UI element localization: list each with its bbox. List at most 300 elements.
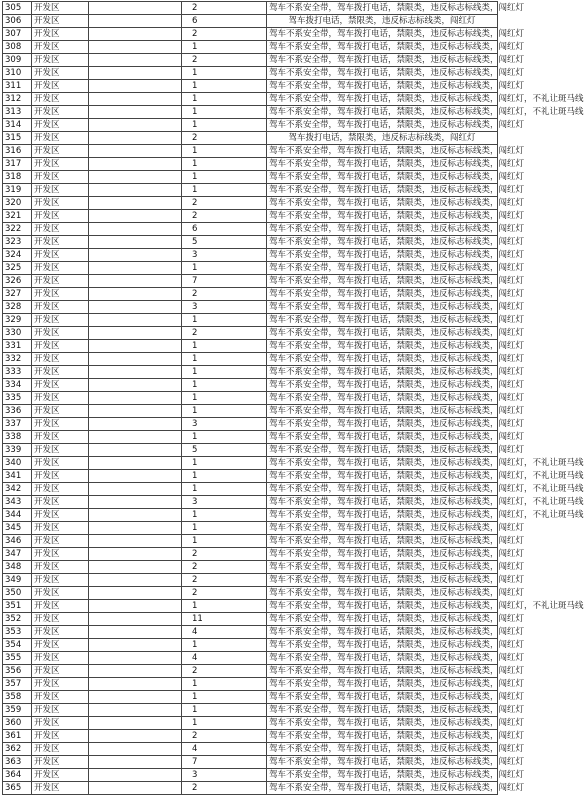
count-cell: 2 (182, 665, 267, 678)
violation-cell: 驾车不系安全带，驾车拨打电话，禁限类，违反标志标线类，闯红灯 (267, 574, 498, 587)
row-number: 349 (3, 574, 32, 587)
road-cell (89, 548, 182, 561)
road-cell (89, 600, 182, 613)
violation-cell: 驾车不系安全带，驾车拨打电话，禁限类，违反标志标线类，闯红灯 (267, 197, 498, 210)
count-cell: 1 (182, 41, 267, 54)
count-cell: 2 (182, 548, 267, 561)
row-number: 335 (3, 392, 32, 405)
table-row (3, 262, 498, 275)
row-number: 317 (3, 158, 32, 171)
district-cell: 开发区 (32, 769, 89, 782)
row-number: 352 (3, 613, 32, 626)
row-number: 309 (3, 54, 32, 67)
count-cell: 1 (182, 379, 267, 392)
table-row (3, 158, 498, 171)
table-row (3, 15, 498, 28)
district-cell: 开发区 (32, 470, 89, 483)
district-cell: 开发区 (32, 223, 89, 236)
count-cell: 2 (182, 730, 267, 743)
table-row (3, 483, 498, 496)
violation-cell: 驾车不系安全带，驾车拨打电话，禁限类，违反标志标线类，闯红灯 (267, 405, 498, 418)
row-number: 306 (3, 15, 32, 28)
road-cell (89, 743, 182, 756)
district-cell: 开发区 (32, 561, 89, 574)
count-cell: 2 (182, 28, 267, 41)
district-cell: 开发区 (32, 782, 89, 795)
row-number: 354 (3, 639, 32, 652)
row-number: 365 (3, 782, 32, 795)
district-cell: 开发区 (32, 132, 89, 145)
count-cell: 2 (182, 782, 267, 795)
table-row (3, 327, 498, 340)
table-row (3, 587, 498, 600)
road-cell (89, 652, 182, 665)
table-row (3, 678, 498, 691)
district-cell: 开发区 (32, 548, 89, 561)
table-row (3, 626, 498, 639)
violation-cell: 驾车不系安全带，驾车拨打电话，禁限类，违反标志标线类，闯红灯 (267, 28, 498, 41)
district-cell: 开发区 (32, 444, 89, 457)
violation-cell: 驾车不系安全带，驾车拨打电话，禁限类，违反标志标线类，闯红灯 (267, 665, 498, 678)
count-cell: 2 (182, 574, 267, 587)
table-row (3, 418, 498, 431)
district-cell: 开发区 (32, 392, 89, 405)
row-number: 351 (3, 600, 32, 613)
road-cell (89, 275, 182, 288)
district-cell: 开发区 (32, 119, 89, 132)
district-cell: 开发区 (32, 145, 89, 158)
violation-cell: 驾车不系安全带，驾车拨打电话，禁限类，违反标志标线类，闯红灯 (267, 223, 498, 236)
road-cell (89, 301, 182, 314)
district-cell: 开发区 (32, 340, 89, 353)
count-cell: 7 (182, 275, 267, 288)
table-row (3, 561, 498, 574)
table-row (3, 444, 498, 457)
road-cell (89, 717, 182, 730)
row-number: 338 (3, 431, 32, 444)
district-cell: 开发区 (32, 327, 89, 340)
district-cell: 开发区 (32, 93, 89, 106)
table-row (3, 548, 498, 561)
violation-cell: 驾车不系安全带，驾车拨打电话，禁限类，违反标志标线类，闯红灯 (267, 67, 498, 80)
road-cell (89, 288, 182, 301)
count-cell: 2 (182, 561, 267, 574)
violation-cell: 驾车不系安全带，驾车拨打电话，禁限类，违反标志标线类，闯红灯 (267, 522, 498, 535)
district-cell: 开发区 (32, 587, 89, 600)
table-row (3, 782, 498, 795)
district-cell: 开发区 (32, 158, 89, 171)
district-cell: 开发区 (32, 652, 89, 665)
count-cell: 1 (182, 639, 267, 652)
violation-cell: 驾车不系安全带，驾车拨打电话，禁限类，违反标志标线类，闯红灯 (267, 717, 498, 730)
road-cell (89, 431, 182, 444)
table-row (3, 366, 498, 379)
road-cell (89, 93, 182, 106)
table-row (3, 80, 498, 93)
violation-cell: 驾车不系安全带，驾车拨打电话，禁限类，违反标志标线类，闯红灯 (267, 210, 498, 223)
row-number: 321 (3, 210, 32, 223)
row-number: 356 (3, 665, 32, 678)
road-cell (89, 353, 182, 366)
road-cell (89, 613, 182, 626)
row-number: 340 (3, 457, 32, 470)
table-row (3, 522, 498, 535)
row-number: 311 (3, 80, 32, 93)
table-row (3, 67, 498, 80)
violation-cell: 驾车不系安全带，驾车拨打电话，禁限类，违反标志标线类，闯红灯 (267, 704, 498, 717)
district-cell: 开发区 (32, 574, 89, 587)
row-number: 355 (3, 652, 32, 665)
road-cell (89, 28, 182, 41)
row-number: 357 (3, 678, 32, 691)
road-cell (89, 15, 182, 28)
violation-cell: 驾车不系安全带，驾车拨打电话，禁限类，违反标志标线类，闯红灯 (267, 392, 498, 405)
district-cell: 开发区 (32, 2, 89, 15)
count-cell: 1 (182, 158, 267, 171)
count-cell: 1 (182, 366, 267, 379)
table-row (3, 2, 498, 15)
count-cell: 4 (182, 626, 267, 639)
district-cell: 开发区 (32, 418, 89, 431)
road-cell (89, 41, 182, 54)
district-cell: 开发区 (32, 236, 89, 249)
row-number: 310 (3, 67, 32, 80)
table-row (3, 600, 498, 613)
district-cell: 开发区 (32, 171, 89, 184)
violation-cell: 驾车不系安全带，驾车拨打电话，禁限类，违反标志标线类，闯红灯，不礼让斑马线 (267, 496, 498, 509)
violation-cell: 驾车不系安全带，驾车拨打电话，禁限类，违反标志标线类，闯红灯 (267, 730, 498, 743)
row-number: 359 (3, 704, 32, 717)
road-cell (89, 67, 182, 80)
road-cell (89, 405, 182, 418)
table-row (3, 392, 498, 405)
row-number: 325 (3, 262, 32, 275)
district-cell: 开发区 (32, 366, 89, 379)
row-number: 344 (3, 509, 32, 522)
row-number: 323 (3, 236, 32, 249)
district-cell: 开发区 (32, 756, 89, 769)
district-cell: 开发区 (32, 288, 89, 301)
road-cell (89, 535, 182, 548)
violation-cell: 驾车拨打电话，禁限类，违反标志标线类，闯红灯 (267, 132, 498, 145)
row-number: 318 (3, 171, 32, 184)
row-number: 362 (3, 743, 32, 756)
violation-cell: 驾车不系安全带，驾车拨打电话，禁限类，违反标志标线类，闯红灯 (267, 379, 498, 392)
road-cell (89, 119, 182, 132)
row-number: 308 (3, 41, 32, 54)
violation-cell: 驾车不系安全带，驾车拨打电话，禁限类，违反标志标线类，闯红灯 (267, 535, 498, 548)
district-cell: 开发区 (32, 405, 89, 418)
row-number: 332 (3, 353, 32, 366)
violation-cell: 驾车不系安全带，驾车拨打电话，禁限类，违反标志标线类，闯红灯，不礼让斑马线 (267, 93, 498, 106)
row-number: 350 (3, 587, 32, 600)
table-row (3, 431, 498, 444)
violation-cell: 驾车不系安全带，驾车拨打电话，禁限类，违反标志标线类，闯红灯 (267, 444, 498, 457)
road-cell (89, 2, 182, 15)
count-cell: 1 (182, 678, 267, 691)
table-row (3, 41, 498, 54)
district-cell: 开发区 (32, 197, 89, 210)
count-cell: 1 (182, 535, 267, 548)
row-number: 358 (3, 691, 32, 704)
road-cell (89, 574, 182, 587)
district-cell: 开发区 (32, 54, 89, 67)
road-cell (89, 106, 182, 119)
road-cell (89, 210, 182, 223)
road-cell (89, 496, 182, 509)
table-row (3, 171, 498, 184)
count-cell: 1 (182, 470, 267, 483)
violation-cell: 驾车不系安全带，驾车拨打电话，禁限类，违反标志标线类，闯红灯，不礼让斑马线 (267, 106, 498, 119)
district-cell: 开发区 (32, 496, 89, 509)
violation-cell: 驾车不系安全带，驾车拨打电话，禁限类，违反标志标线类，闯红灯 (267, 691, 498, 704)
table-row (3, 145, 498, 158)
row-number: 363 (3, 756, 32, 769)
count-cell: 1 (182, 67, 267, 80)
row-number: 305 (3, 2, 32, 15)
table-row (3, 379, 498, 392)
row-number: 342 (3, 483, 32, 496)
count-cell: 4 (182, 743, 267, 756)
violation-cell: 驾车不系安全带，驾车拨打电话，禁限类，违反标志标线类，闯红灯 (267, 769, 498, 782)
table-row (3, 509, 498, 522)
table-row (3, 730, 498, 743)
row-number: 348 (3, 561, 32, 574)
road-cell (89, 483, 182, 496)
table-row (3, 301, 498, 314)
district-cell: 开发区 (32, 262, 89, 275)
violation-cell: 驾车不系安全带，驾车拨打电话，禁限类，违反标志标线类，闯红灯，不礼让斑马线 (267, 470, 498, 483)
count-cell: 6 (182, 15, 267, 28)
count-cell: 1 (182, 522, 267, 535)
count-cell: 1 (182, 171, 267, 184)
road-cell (89, 704, 182, 717)
road-cell (89, 145, 182, 158)
violation-cell: 驾车不系安全带，驾车拨打电话，禁限类，违反标志标线类，闯红灯 (267, 626, 498, 639)
count-cell: 3 (182, 769, 267, 782)
row-number: 361 (3, 730, 32, 743)
road-cell (89, 782, 182, 795)
row-number: 328 (3, 301, 32, 314)
table-row (3, 184, 498, 197)
violation-cell: 驾车不系安全带，驾车拨打电话，禁限类，违反标志标线类，闯红灯 (267, 678, 498, 691)
road-cell (89, 340, 182, 353)
count-cell: 3 (182, 418, 267, 431)
violation-cell: 驾车不系安全带，驾车拨打电话，禁限类，违反标志标线类，闯红灯 (267, 353, 498, 366)
table-row (3, 574, 498, 587)
district-cell: 开发区 (32, 730, 89, 743)
row-number: 339 (3, 444, 32, 457)
row-number: 324 (3, 249, 32, 262)
district-cell: 开发区 (32, 704, 89, 717)
violation-cell: 驾车不系安全带，驾车拨打电话，禁限类，违反标志标线类，闯红灯 (267, 561, 498, 574)
row-number: 334 (3, 379, 32, 392)
count-cell: 1 (182, 119, 267, 132)
count-cell: 1 (182, 483, 267, 496)
violation-cell: 驾车不系安全带，驾车拨打电话，禁限类，违反标志标线类，闯红灯 (267, 314, 498, 327)
table-row (3, 340, 498, 353)
district-cell: 开发区 (32, 210, 89, 223)
violation-cell: 驾车不系安全带，驾车拨打电话，禁限类，违反标志标线类，闯红灯 (267, 782, 498, 795)
road-cell (89, 262, 182, 275)
violation-cell: 驾车不系安全带，驾车拨打电话，禁限类，违反标志标线类，闯红灯 (267, 548, 498, 561)
table-row (3, 496, 498, 509)
row-number: 333 (3, 366, 32, 379)
district-cell: 开发区 (32, 717, 89, 730)
road-cell (89, 132, 182, 145)
count-cell: 1 (182, 600, 267, 613)
violation-cell: 驾车不系安全带，驾车拨打电话，禁限类，违反标志标线类，闯红灯 (267, 184, 498, 197)
district-cell: 开发区 (32, 626, 89, 639)
table-row (3, 275, 498, 288)
violation-cell: 驾车不系安全带，驾车拨打电话，禁限类，违反标志标线类，闯红灯 (267, 639, 498, 652)
road-cell (89, 327, 182, 340)
district-cell: 开发区 (32, 678, 89, 691)
row-number: 337 (3, 418, 32, 431)
table-row (3, 535, 498, 548)
row-number: 313 (3, 106, 32, 119)
violation-cell: 驾车不系安全带，驾车拨打电话，禁限类，违反标志标线类，闯红灯，不礼让斑马线 (267, 600, 498, 613)
count-cell: 1 (182, 457, 267, 470)
count-cell: 1 (182, 314, 267, 327)
count-cell: 5 (182, 444, 267, 457)
district-cell: 开发区 (32, 80, 89, 93)
table-row (3, 652, 498, 665)
table-row (3, 93, 498, 106)
row-number: 330 (3, 327, 32, 340)
road-cell (89, 80, 182, 93)
row-number: 336 (3, 405, 32, 418)
violation-cell: 驾车不系安全带，驾车拨打电话，禁限类，违反标志标线类，闯红灯 (267, 119, 498, 132)
road-cell (89, 223, 182, 236)
count-cell: 3 (182, 301, 267, 314)
row-number: 314 (3, 119, 32, 132)
row-number: 346 (3, 535, 32, 548)
table-row (3, 119, 498, 132)
district-cell: 开发区 (32, 613, 89, 626)
row-number: 319 (3, 184, 32, 197)
row-number: 347 (3, 548, 32, 561)
road-cell (89, 54, 182, 67)
road-cell (89, 197, 182, 210)
road-cell (89, 392, 182, 405)
district-cell: 开发区 (32, 509, 89, 522)
count-cell: 2 (182, 327, 267, 340)
count-cell: 1 (182, 353, 267, 366)
row-number: 316 (3, 145, 32, 158)
road-cell (89, 418, 182, 431)
district-cell: 开发区 (32, 665, 89, 678)
district-cell: 开发区 (32, 639, 89, 652)
count-cell: 2 (182, 54, 267, 67)
count-cell: 2 (182, 132, 267, 145)
road-cell (89, 366, 182, 379)
count-cell: 1 (182, 704, 267, 717)
count-cell: 3 (182, 249, 267, 262)
table-row (3, 106, 498, 119)
violation-cell: 驾车不系安全带，驾车拨打电话，禁限类，违反标志标线类，闯红灯 (267, 366, 498, 379)
violations-table (2, 1, 584, 795)
table-row (3, 54, 498, 67)
district-cell: 开发区 (32, 691, 89, 704)
violation-cell: 驾车不系安全带，驾车拨打电话，禁限类，违反标志标线类，闯红灯 (267, 652, 498, 665)
road-cell (89, 665, 182, 678)
row-number: 315 (3, 132, 32, 145)
row-number: 360 (3, 717, 32, 730)
district-cell: 开发区 (32, 535, 89, 548)
count-cell: 1 (182, 262, 267, 275)
district-cell: 开发区 (32, 743, 89, 756)
table-row (3, 704, 498, 717)
violation-cell: 驾车不系安全带，驾车拨打电话，禁限类，违反标志标线类，闯红灯 (267, 301, 498, 314)
violation-cell: 驾车不系安全带，驾车拨打电话，禁限类，违反标志标线类，闯红灯 (267, 145, 498, 158)
district-cell: 开发区 (32, 301, 89, 314)
violation-cell: 驾车不系安全带，驾车拨打电话，禁限类，违反标志标线类，闯红灯 (267, 158, 498, 171)
district-cell: 开发区 (32, 275, 89, 288)
table-row (3, 288, 498, 301)
count-cell: 1 (182, 691, 267, 704)
violation-cell: 驾车不系安全带，驾车拨打电话，禁限类，违反标志标线类，闯红灯 (267, 340, 498, 353)
violation-cell: 驾车不系安全带，驾车拨打电话，禁限类，违反标志标线类，闯红灯 (267, 262, 498, 275)
count-cell: 1 (182, 431, 267, 444)
table-row (3, 236, 498, 249)
district-cell: 开发区 (32, 379, 89, 392)
road-cell (89, 249, 182, 262)
district-cell: 开发区 (32, 314, 89, 327)
table-row (3, 249, 498, 262)
road-cell (89, 639, 182, 652)
count-cell: 1 (182, 93, 267, 106)
violation-cell: 驾车不系安全带，驾车拨打电话，禁限类，违反标志标线类，闯红灯 (267, 54, 498, 67)
violation-cell: 驾车不系安全带，驾车拨打电话，禁限类，违反标志标线类，闯红灯 (267, 80, 498, 93)
violation-cell: 驾车不系安全带，驾车拨打电话，禁限类，违反标志标线类，闯红灯 (267, 275, 498, 288)
table-body (3, 2, 584, 795)
count-cell: 1 (182, 392, 267, 405)
district-cell: 开发区 (32, 184, 89, 197)
table-row (3, 665, 498, 678)
count-cell: 2 (182, 288, 267, 301)
road-cell (89, 314, 182, 327)
district-cell: 开发区 (32, 431, 89, 444)
district-cell: 开发区 (32, 15, 89, 28)
row-number: 343 (3, 496, 32, 509)
count-cell: 2 (182, 197, 267, 210)
violation-cell: 驾车不系安全带，驾车拨打电话，禁限类，违反标志标线类，闯红灯 (267, 613, 498, 626)
count-cell: 2 (182, 2, 267, 15)
table-row (3, 717, 498, 730)
table-row (3, 756, 498, 769)
road-cell (89, 587, 182, 600)
district-cell: 开发区 (32, 522, 89, 535)
row-number: 329 (3, 314, 32, 327)
road-cell (89, 756, 182, 769)
table-row (3, 743, 498, 756)
row-number: 326 (3, 275, 32, 288)
violation-cell: 驾车不系安全带，驾车拨打电话，禁限类，违反标志标线类，闯红灯 (267, 2, 498, 15)
road-cell (89, 561, 182, 574)
road-cell (89, 769, 182, 782)
violation-cell: 驾车拨打电话，禁限类，违反标志标线类，闯红灯 (267, 15, 498, 28)
district-cell: 开发区 (32, 28, 89, 41)
violation-cell: 驾车不系安全带，驾车拨打电话，禁限类，违反标志标线类，闯红灯 (267, 41, 498, 54)
row-number: 312 (3, 93, 32, 106)
violation-cell: 驾车不系安全带，驾车拨打电话，禁限类，违反标志标线类，闯红灯，不礼让斑马线 (267, 483, 498, 496)
road-cell (89, 171, 182, 184)
district-cell: 开发区 (32, 249, 89, 262)
table-row (3, 457, 498, 470)
table-row (3, 639, 498, 652)
violation-cell: 驾车不系安全带，驾车拨打电话，禁限类，违反标志标线类，闯红灯，不礼让斑马线 (267, 457, 498, 470)
